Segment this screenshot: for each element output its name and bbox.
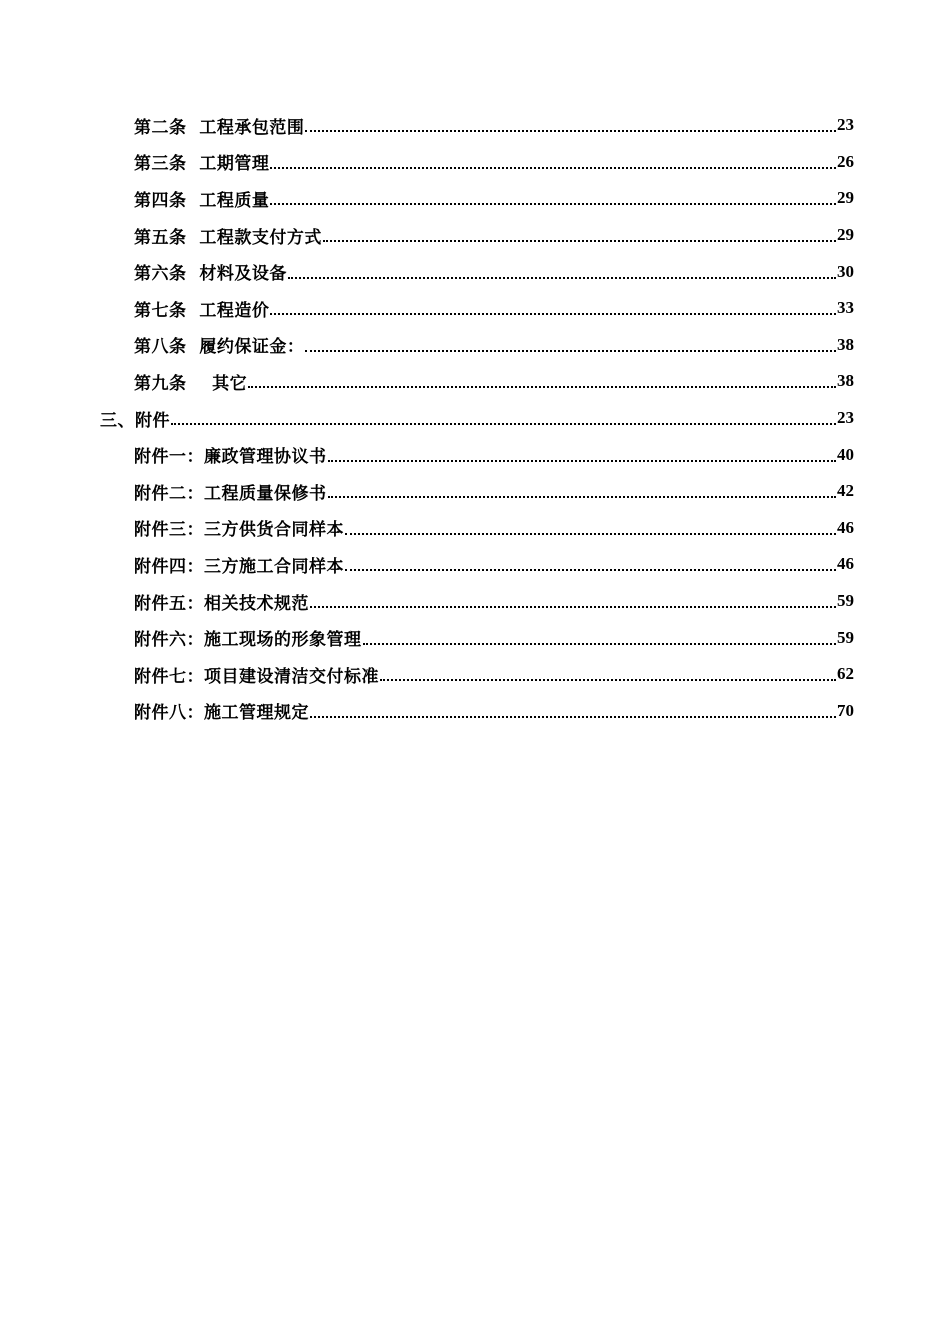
toc-entry-attachment-5[interactable] — [0, 583, 950, 620]
toc-entry-label: 第四条 工程质量 — [134, 190, 270, 211]
toc-entry-page: 59 — [837, 591, 854, 611]
toc-entry-page: 62 — [837, 664, 854, 684]
toc-dot-leader — [363, 643, 837, 645]
toc-entry-page: 23 — [837, 115, 854, 135]
toc-dot-leader — [310, 606, 836, 608]
toc-entry-article-5[interactable] — [0, 217, 950, 254]
toc-entry-attachment-4[interactable] — [0, 546, 950, 583]
toc-entry-label: 第二条 工程承包范围 — [134, 117, 305, 138]
toc-entry-label: 附件七：项目建设清洁交付标准 — [134, 666, 379, 687]
toc-dot-leader — [323, 240, 836, 242]
toc-entry-attachment-6[interactable] — [0, 619, 950, 656]
toc-entry-article-4[interactable] — [0, 180, 950, 217]
toc-entry-page: 59 — [837, 627, 854, 647]
toc-entry-page: 33 — [837, 298, 854, 318]
toc-entry-attachment-1[interactable] — [0, 436, 950, 473]
toc-entry-section-3-attachments[interactable] — [0, 400, 950, 437]
toc-entry-label: 第五条 工程款支付方式 — [134, 227, 322, 248]
toc-entry-label: 附件二：工程质量保修书 — [134, 483, 327, 504]
toc-dot-leader — [328, 496, 837, 498]
toc-entry-label: 附件四：三方施工合同样本 — [134, 556, 344, 577]
toc-entry-page: 30 — [837, 261, 854, 281]
toc-dot-leader — [305, 130, 836, 132]
toc-entry-attachment-3[interactable] — [0, 510, 950, 547]
toc-dot-leader — [270, 167, 836, 169]
toc-dot-leader — [310, 716, 836, 718]
toc-entry-label: 第三条 工期管理 — [134, 154, 270, 175]
toc-entry-label: 附件一：廉政管理协议书 — [134, 447, 327, 468]
toc-dot-leader — [328, 460, 837, 462]
toc-entry-article-3[interactable] — [0, 144, 950, 181]
toc-dot-leader — [305, 350, 836, 352]
toc-dot-leader — [345, 569, 836, 571]
toc-dot-leader — [171, 423, 836, 425]
toc-entry-article-8[interactable] — [0, 327, 950, 364]
toc-entry-attachment-7[interactable] — [0, 656, 950, 693]
toc-entry-page: 29 — [837, 188, 854, 208]
table-of-contents — [0, 107, 950, 729]
toc-dot-leader — [270, 313, 836, 315]
toc-entry-page: 38 — [837, 334, 854, 354]
toc-entry-label: 第六条 材料及设备 — [134, 264, 287, 285]
toc-entry-article-6[interactable] — [0, 253, 950, 290]
toc-entry-page: 23 — [837, 408, 854, 428]
toc-dot-leader — [248, 386, 836, 388]
toc-entry-page: 42 — [837, 481, 854, 501]
toc-entry-page: 38 — [837, 371, 854, 391]
toc-entry-page: 26 — [837, 151, 854, 171]
toc-entry-page: 40 — [837, 444, 854, 464]
toc-dot-leader — [345, 533, 836, 535]
toc-entry-page: 70 — [837, 700, 854, 720]
toc-entry-page: 46 — [837, 517, 854, 537]
toc-entry-label: 附件五：相关技术规范 — [134, 593, 309, 614]
toc-entry-label: 第七条 工程造价 — [134, 300, 270, 321]
toc-entry-attachment-8[interactable] — [0, 693, 950, 730]
toc-entry-article-9[interactable] — [0, 363, 950, 400]
toc-entry-page: 29 — [837, 225, 854, 245]
toc-entry-label: 三、附件 — [100, 410, 170, 431]
toc-entry-attachment-2[interactable] — [0, 473, 950, 510]
toc-dot-leader — [380, 679, 836, 681]
toc-entry-article-7[interactable] — [0, 290, 950, 327]
toc-dot-leader — [270, 203, 836, 205]
toc-dot-leader — [288, 277, 836, 279]
toc-entry-label: 第九条 其它 — [134, 373, 248, 394]
toc-entry-label: 附件六：施工现场的形象管理 — [134, 630, 362, 651]
toc-entry-label: 附件八：施工管理规定 — [134, 703, 309, 724]
toc-entry-label: 第八条 履约保证金： — [134, 337, 305, 358]
toc-entry-article-2[interactable] — [0, 107, 950, 144]
toc-entry-label: 附件三：三方供货合同样本 — [134, 520, 344, 541]
toc-entry-page: 46 — [837, 554, 854, 574]
